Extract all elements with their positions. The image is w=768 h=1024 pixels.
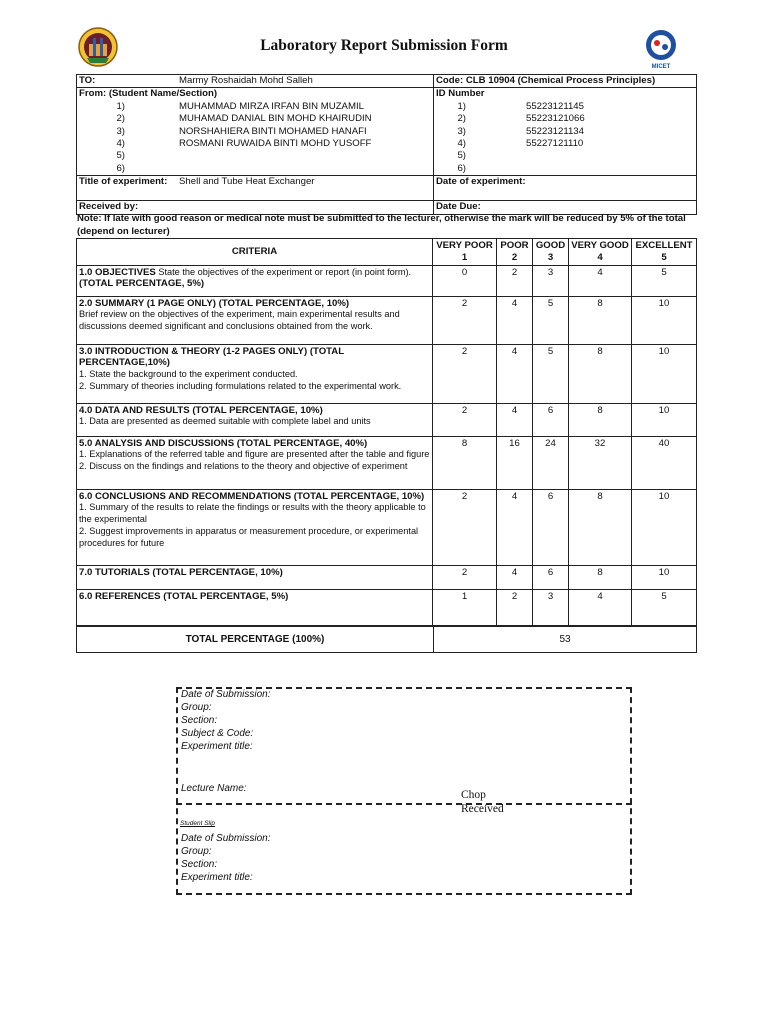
- slip-experiment-title: Experiment title:: [181, 741, 253, 752]
- student-id-row: [436, 126, 694, 138]
- level-header: [569, 239, 632, 266]
- score-cell: 5: [533, 296, 569, 344]
- student-number: 1): [116, 100, 125, 112]
- student-slip-experiment-title: Experiment title:: [181, 872, 253, 883]
- score-cell: 5: [632, 589, 697, 625]
- student-name-list: [79, 101, 431, 175]
- score-cell: 10: [632, 565, 697, 589]
- student-name-row: [79, 150, 431, 162]
- criterion-cell: [77, 589, 433, 625]
- score-cell: 5: [533, 344, 569, 403]
- student-number: 4): [116, 138, 125, 150]
- level-name: VERY GOOD: [571, 240, 629, 251]
- student-number: 6): [457, 162, 466, 174]
- criterion-title: 7.0 TUTORIALS (TOTAL PERCENTAGE, 10%): [79, 566, 283, 578]
- total-percentage-value: 53: [434, 627, 697, 653]
- criterion-title: 6.0 REFERENCES (TOTAL PERCENTAGE, 5%): [79, 590, 289, 602]
- student-number: 2): [116, 113, 125, 125]
- slip-date-of-submission: Date of Submission:: [181, 689, 271, 700]
- level-name: POOR: [500, 240, 529, 251]
- student-id-row: [436, 163, 694, 175]
- criterion-description: 2. Discuss on the findings and relations to the theory and objective of experiment: [79, 461, 408, 472]
- rubric-row: [77, 589, 697, 625]
- score-cell: 4: [569, 265, 632, 296]
- level-name: GOOD: [535, 240, 566, 251]
- score-cell: 2: [497, 265, 533, 296]
- score-cell: 16: [497, 436, 533, 489]
- experiment-title-value: Shell and Tube Heat Exchanger: [179, 176, 315, 188]
- student-name: NORSHAHIERA BINTI MOHAMED HANAFI: [179, 125, 367, 137]
- student-number: 6): [116, 162, 125, 174]
- student-id-row: [436, 138, 694, 150]
- score-cell: 6: [533, 489, 569, 565]
- score-cell: 10: [632, 344, 697, 403]
- score-cell: 3: [533, 589, 569, 625]
- rubric-row: [77, 403, 697, 436]
- criterion-description: 2. Summary of theories including formulations related to the experimental work.: [79, 380, 402, 391]
- student-id-row: [436, 113, 694, 125]
- score-cell: 4: [497, 489, 533, 565]
- slip-subject-code: Subject & Code:: [181, 728, 254, 739]
- level-number: 1: [461, 251, 468, 263]
- rubric-row: [77, 265, 697, 296]
- chop-received-stamp: [461, 788, 504, 816]
- student-number: 3): [457, 125, 466, 137]
- late-submission-note: Note: If late with good reason or medical note must be submitted to the lecturer, otherwise the mark will be reduced by 5% of the total (depend on lecturer): [77, 213, 686, 237]
- student-number: 3): [116, 125, 125, 137]
- score-cell: 2: [433, 565, 497, 589]
- student-id-list: [436, 101, 694, 175]
- student-id: 55227121110: [526, 138, 584, 150]
- received-by-label: Received by:: [77, 201, 434, 214]
- date-of-experiment-label: Date of experiment:: [434, 176, 697, 201]
- criterion-title: 2.0 SUMMARY (1 PAGE ONLY) (TOTAL PERCENTAGE, 10%): [79, 297, 350, 309]
- score-cell: 2: [433, 296, 497, 344]
- student-slip-section: Section:: [181, 859, 218, 870]
- level-number: 2: [511, 251, 518, 263]
- experiment-title-label: Title of experiment:: [79, 176, 168, 188]
- student-id-row: [436, 150, 694, 162]
- score-cell: 8: [569, 344, 632, 403]
- slip-lecture-name: Lecture Name:: [181, 783, 247, 794]
- score-cell: 32: [569, 436, 632, 489]
- level-header: [433, 239, 497, 266]
- criterion-cell: [77, 265, 433, 296]
- slip-section: Section:: [181, 715, 218, 726]
- submission-slip: [176, 687, 632, 895]
- rubric-row: [77, 436, 697, 489]
- received-label: Received: [461, 803, 504, 815]
- criterion-description: 2. Suggest improvements in apparatus or measurement procedure, or experimental procedures for future: [79, 525, 419, 548]
- course-code: Code: CLB 10904 (Chemical Process Principles): [434, 75, 697, 88]
- level-number: 5: [661, 251, 667, 263]
- criterion-cell: [77, 344, 433, 403]
- student-id-row: [436, 101, 694, 113]
- score-cell: 4: [569, 589, 632, 625]
- level-number: 4: [597, 251, 603, 263]
- level-header: [497, 239, 533, 266]
- form-title: Laboratory Report Submission Form: [260, 37, 508, 54]
- score-cell: 8: [569, 403, 632, 436]
- criterion-title: 1.0 OBJECTIVES: [79, 266, 156, 278]
- score-cell: 10: [632, 403, 697, 436]
- criterion-cell: [77, 403, 433, 436]
- score-cell: 4: [497, 344, 533, 403]
- student-name-row: [79, 113, 431, 125]
- criteria-header: CRITERIA: [77, 239, 433, 266]
- student-number: 5): [457, 150, 466, 162]
- score-cell: 8: [569, 489, 632, 565]
- level-header: [632, 239, 697, 266]
- criterion-title: 6.0 CONCLUSIONS AND RECOMMENDATIONS (TOTAL PERCENTAGE, 10%): [79, 490, 425, 502]
- score-cell: 4: [497, 296, 533, 344]
- score-cell: 6: [533, 403, 569, 436]
- student-name: MUHAMAD DANIAL BIN MOHD KHAIRUDIN: [179, 113, 372, 125]
- header-table: [76, 74, 697, 215]
- slip-group: Group:: [181, 702, 212, 713]
- score-cell: 10: [632, 296, 697, 344]
- rubric-row: [77, 565, 697, 589]
- criterion-cell: [77, 565, 433, 589]
- rubric-row: [77, 344, 697, 403]
- criterion-description: Brief review on the objectives of the experiment, main experimental results and discussions deemed significant and conclusions obtained from the work.: [79, 309, 400, 332]
- criterion-title-rest: State the objectives of the experiment or report (in point form).: [155, 266, 412, 277]
- to-label: TO:: [79, 75, 96, 86]
- criterion-description: 1. Data are presented as deemed suitable with complete label and units: [79, 416, 371, 427]
- id-number-label: ID Number: [436, 88, 485, 100]
- criterion-cell: [77, 436, 433, 489]
- rubric-row: [77, 489, 697, 565]
- score-cell: 6: [533, 565, 569, 589]
- criterion-title: 5.0 ANALYSIS AND DISCUSSIONS (TOTAL PERCENTAGE, 40%): [79, 437, 368, 449]
- chop-label: Chop: [461, 789, 486, 801]
- score-cell: 5: [632, 265, 697, 296]
- score-cell: 24: [533, 436, 569, 489]
- criterion-cell: [77, 489, 433, 565]
- criterion-title: 3.0 INTRODUCTION & THEORY (1-2 PAGES ONLY) (TOTAL PERCENTAGE,10%): [79, 345, 344, 369]
- score-cell: 4: [497, 565, 533, 589]
- student-id: 55223121145: [526, 100, 584, 112]
- student-id: 55223121066: [526, 113, 585, 125]
- student-name-row: [79, 126, 431, 138]
- total-table: [76, 626, 697, 653]
- score-cell: 40: [632, 436, 697, 489]
- student-number: 4): [457, 138, 466, 150]
- criterion-description: 1. Summary of the results to relate the findings or results with the theory applicable to the experimental: [79, 502, 426, 525]
- score-cell: 2: [433, 344, 497, 403]
- student-name-row: [79, 101, 431, 113]
- from-label: From: (Student Name/Section): [79, 88, 218, 100]
- score-cell: 4: [497, 403, 533, 436]
- student-slip-date-of-submission: Date of Submission:: [181, 833, 271, 844]
- score-cell: 2: [497, 589, 533, 625]
- criterion-percentage: (TOTAL PERCENTAGE, 5%): [79, 278, 205, 290]
- score-cell: 3: [533, 265, 569, 296]
- score-cell: 0: [433, 265, 497, 296]
- level-name: VERY POOR: [436, 240, 493, 251]
- rubric-row: [77, 296, 697, 344]
- score-cell: 2: [433, 403, 497, 436]
- student-slip-label: Student Slip: [180, 820, 216, 827]
- criterion-description: 1. State the background to the experiment conducted.: [79, 369, 298, 380]
- student-number: 5): [116, 150, 125, 162]
- score-cell: 8: [433, 436, 497, 489]
- score-cell: 8: [569, 296, 632, 344]
- level-name: EXCELLENT: [635, 240, 693, 251]
- level-header: [533, 239, 569, 266]
- student-name: ROSMANI RUWAIDA BINTI MOHD YUSOFF: [179, 138, 372, 150]
- micet-logo-text: MICET: [651, 64, 671, 70]
- score-cell: 8: [569, 565, 632, 589]
- date-due-label: Date Due:: [434, 201, 697, 214]
- criterion-cell: [77, 296, 433, 344]
- criterion-description: 1. Explanations of the referred table and figure are presented after the table and figure: [79, 449, 430, 460]
- student-name-row: [79, 163, 431, 175]
- to-value: Marmy Roshaidah Mohd Salleh: [179, 75, 313, 86]
- student-number: 2): [457, 113, 466, 125]
- slip-divider: [176, 803, 632, 805]
- student-id: 55223121134: [526, 125, 584, 137]
- score-cell: 2: [433, 489, 497, 565]
- score-cell: 10: [632, 489, 697, 565]
- student-number: 1): [457, 100, 466, 112]
- student-name: MUHAMMAD MIRZA IRFAN BIN MUZAMIL: [179, 100, 364, 112]
- criterion-title: 4.0 DATA AND RESULTS (TOTAL PERCENTAGE, 10%): [79, 404, 323, 416]
- student-name-row: [79, 138, 431, 150]
- student-slip-group: Group:: [181, 846, 212, 857]
- rubric-table: [76, 238, 697, 626]
- total-percentage-label: TOTAL PERCENTAGE (100%): [77, 627, 434, 653]
- score-cell: 1: [433, 589, 497, 625]
- level-number: 3: [547, 251, 554, 263]
